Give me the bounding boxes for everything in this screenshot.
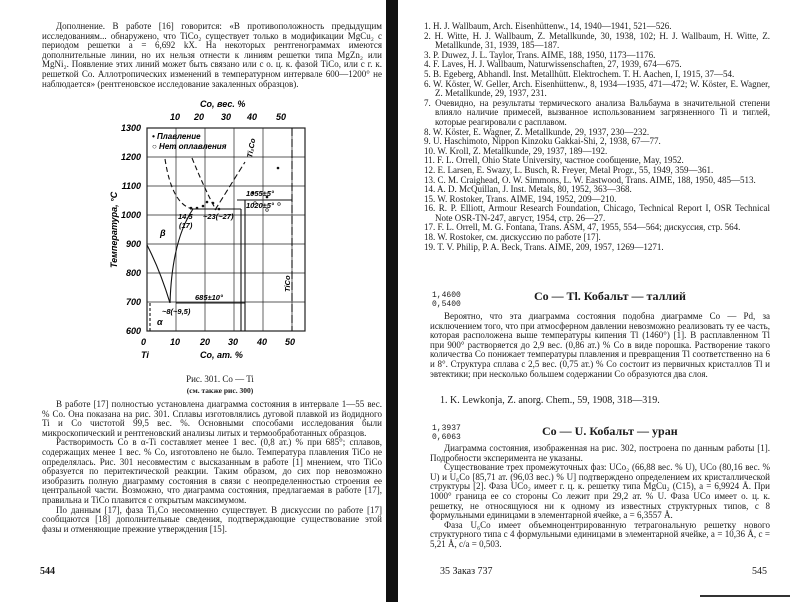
reference-item: 10. W. Kroll, Z. Metallkunde, 29, 1937, 189—192. xyxy=(424,145,608,156)
bottom-ticks xyxy=(141,337,295,347)
top-tick: 40 xyxy=(247,112,258,122)
reference-item: 15. W. Rostoker, Trans. AIME, 194, 1952, 209—210. xyxy=(424,193,617,204)
code-line: 1,4600 xyxy=(432,291,461,300)
reference-item: 16. R. P. Elliott, Armour Research Foundation, Chicago, Technical Report I, OSR Technical Note OSR-TN-247, август, 1954, стр. 26—27. xyxy=(424,203,770,223)
reference-item: 3. P. Duwez, J. L. Taylor, Trans. AIME, 188, 1950, 1173—1176. xyxy=(424,49,656,60)
co-u-text xyxy=(430,444,770,550)
y-tick: 900 xyxy=(125,239,141,249)
legend xyxy=(152,132,227,151)
code-line: 0,6063 xyxy=(432,433,461,442)
bottom-axis-label: Co, ат. % xyxy=(200,350,243,360)
reference-item: 2. H. Witte, H. J. Wallbaum, Z. Metallkunde, 30, 1938, 102; H. J. Wallbaum, H. Witte, Z. Metallkunde, 31, 1939, 185—187. xyxy=(424,30,770,51)
grid xyxy=(147,128,305,331)
reference-item: 7. Очевидно, на результаты термического анализа Вальбаума в значительной степени влияло наличие примесей, вызванное использованием загрязненного Ti и тиглей, которые реагировали с расплавом. xyxy=(424,97,770,127)
bottom-tick: 50 xyxy=(285,337,296,347)
reference-item: 12. E. Larsen, E. Swazy, L. Busch, R. Freyer, Metal Progr., 55, 1949, 359—361. xyxy=(424,164,714,175)
body-paragraph: В работе [17] полностью установлена диаграмма состояния в интервале 1—55 вес. % Co. Она показана на рис. 301. Сплавы изготовлялись дуговой плавкой из йодидного Ti и Co чистотой 99,5 вес. %. Основными способами исследования были микроскопический и рентгеновский анализы литых и термообработанных образцов. xyxy=(42,399,382,438)
y-tick: 700 xyxy=(125,297,141,307)
co-u-paragraph: Существование трех промежуточных фаз: UCo₂ (66,88 вес. % U), UCo (80,16 вес. % U) и U₆Co [85,71 ат. (96,03 вес.) % U] подтверждено определением их кристаллической структуры [2]. Фаза UCo₂ имеет г. ц. к. решетку типа MgCu₂ (C15), a = 6,9924 Å. При 1000° граница ее со стороны Co лежит при 29,2 ат. % U. Фаза UCo имеет о. ц. к. решетку, не относящуюся ни к одному из известных структурных типов, с 8 формульными единицами в элементарной ячейке, a = 6,3557 Å. xyxy=(430,462,770,521)
y-axis-label: Температура, °C xyxy=(109,191,119,268)
legend-melting: • Плавление xyxy=(152,132,201,141)
label-8: ~8(~9,5) xyxy=(162,307,191,316)
bottom-tick: 40 xyxy=(257,337,268,347)
page-number-left: 544 xyxy=(40,566,55,577)
y-tick: 800 xyxy=(125,268,141,278)
bottom-tick: 30 xyxy=(228,337,239,347)
figure-caption: Рис. 301. Co — Ti xyxy=(186,374,254,384)
y-tick: 1200 xyxy=(120,152,141,162)
legend-no-melting: ○ Нет оплавления xyxy=(152,142,227,151)
label-17: (17) xyxy=(179,221,193,230)
co-u-title: Co — U. Кобальт — уран xyxy=(542,424,678,438)
y-tick: 1000 xyxy=(120,210,141,220)
bottom-tick: 20 xyxy=(200,337,211,347)
intro-text: Дополнение. В работе [16] говорится: «В противоположность предыдущим исследованиям... обнаружено, что TiCo₂ существует только в модификации MgCu₂ с периодом решетки a = 6,692 kX. На некоторых рентгенограммах имеются дополнительные линии, но их нельзя отнести к линиям решетки типа MgZn₂ или MgNi₂. Появление этих линий может быть связано или с о. ц. к. фазой TiCo, или с г. к. решеткой Co. Аллотропических изменений в температурном интервале 600—1200° не наблюдается» (рентгеновское исследование закаленных образцов). xyxy=(42,21,382,89)
co-u-paragraph: Диаграмма состояния, изображенная на рис. 302, построена по данным работы [1]. Подробности эксперимента не указаны. xyxy=(430,443,770,463)
label-ti2co: Ti₂Co xyxy=(245,137,258,159)
label-1020: 1020±5° xyxy=(246,201,274,210)
bottom-tick: 0 xyxy=(141,337,147,347)
label-1055: 1055±5° xyxy=(246,189,274,198)
references-list xyxy=(424,22,770,252)
reference-item: 14. A. D. McQuillan, J. Inst. Metals, 80, 1952, 363—368. xyxy=(424,184,632,195)
reference-item: 1. H. J. Wallbaum, Arch. Eisenhüttenw., 14, 1940—1941, 521—526. xyxy=(424,21,672,31)
reference-item: 19. T. V. Philip, P. A. Beck, Trans. AIME, 209, 1957, 1269—1271. xyxy=(424,241,664,252)
y-tick: 600 xyxy=(125,326,141,336)
top-axis-label: Co, вес. % xyxy=(200,99,246,109)
co-tl-paragraph: Вероятно, что эта диаграмма состояния подобна диаграмме Co — Pd, за исключением того, что при атмосферном давлении невозможно реализовать ту ее часть, которая расположена выше температуры кипения Tl (1460°) [1]. В расплавленном Tl при 900° растворяется до 2,9 вес. (0,86 ат.) % Co в виде порошка. Растворение такого количества Co понижает температуры плавления и превращения Tl соответственно на 6 и 8°. Структура сплава с 2,5 вес. (0,75 ат.) % Co состоит из первичных кристаллов Tl и эвтектики; при несколько большем содержании Co образуются два слоя. xyxy=(430,311,770,379)
page-number-right: 545 xyxy=(752,566,767,577)
top-tick: 20 xyxy=(194,112,205,122)
y-tick: 1100 xyxy=(121,181,141,191)
co-tl-code xyxy=(432,291,461,309)
label-14-5: 14,5 xyxy=(178,212,193,221)
top-tick: 50 xyxy=(276,112,287,122)
reference-item: 9. U. Haschimoto, Nippon Kinzoku Gakkai-Shi, 2, 1938, 67—77. xyxy=(424,136,661,147)
body-paragraph: Растворимость Co в α-Ti составляет менее 1 вес. (0,8 ат.) % при 685°; сплавов, содержащих менее 1 вес. % Co, изготовлено не было. Температура плавления TiCo не определялась. Рис. 301 несовместим с высказанным в работе [1] мнением, что TiCo образуется по перитектической реакции. Таким образом, до сих пор невозможно изобразить полную диаграмму состояния в связи с неопределенностью строения ее центральной части. Возможно, что диаграмма состояния, предлагаемая в работе [17], правильна и TiCo плавится с открытым максимумом. xyxy=(42,437,382,505)
co-tl-title: Co — Tl. Кобальт — таллий xyxy=(534,289,686,303)
reference-item: 4. F. Laves, H. J. Wallbaum, Naturwissenschaften, 27, 1939, 674—675. xyxy=(424,59,682,70)
label-685: 685±10° xyxy=(195,293,223,302)
left-body xyxy=(42,400,382,534)
code-line: 1,3937 xyxy=(432,424,461,433)
label-23: ~23(~27) xyxy=(203,212,234,221)
label-tico: TiCo xyxy=(283,275,292,292)
label-beta: β xyxy=(160,228,166,238)
annotations xyxy=(157,137,292,327)
top-tick: 10 xyxy=(170,112,181,122)
code-line: 0,5400 xyxy=(432,300,461,309)
figure-caption-sub: (см. также рис. 300) xyxy=(186,386,254,395)
y-ticks xyxy=(121,123,141,336)
reference-item: 11. F. L. Orrell, Ohio State University, частное сообщение, May, 1952. xyxy=(424,155,684,166)
co-tl-text xyxy=(430,312,770,379)
co-u-code xyxy=(432,424,461,442)
page-edge-line xyxy=(700,595,790,597)
label-alpha: α xyxy=(157,317,163,327)
printing-signature: 35 Заказ 737 xyxy=(440,566,493,577)
intro-paragraph xyxy=(42,22,382,89)
phase-diagram-figure xyxy=(60,97,330,375)
reference-item: 5. B. Egeberg, Abhandl. Inst. Metallhütt. Elektrochem. T. H. Aachen, I, 1915, 37—54. xyxy=(424,68,735,79)
top-tick: 30 xyxy=(221,112,232,122)
co-tl-reference: 1. K. Lewkonja, Z. anorg. Chem., 59, 1908, 318—319. xyxy=(440,395,660,406)
co-u-paragraph: Фаза U₆Co имеет объемноцентрированную тетрагональную решетку нового структурного типа с 4 формульными единицами в элементарной ячейке, a = 10,36 Å, c = 5,21 Å, c/a = 0,503. xyxy=(430,519,770,549)
reference-item: 13. C. M. Craighead, O. W. Simmons, L. W. Eastwood, Trans. AIME, 188, 1950, 485—513. xyxy=(424,174,756,185)
bottom-tick: 10 xyxy=(170,337,181,347)
reference-item: 8. W. Köster, E. Wagner, Z. Metallkunde, 29, 1937, 230—232. xyxy=(424,126,650,137)
y-tick: 1300 xyxy=(120,123,141,133)
bottom-left-label: Ti xyxy=(141,350,149,360)
reference-item: 18. W. Rostoker, см. дискуссию по работе [17]. xyxy=(424,232,601,243)
book-gutter xyxy=(386,0,398,602)
reference-item: 6. W. Köster, W. Geller, Arch. Eisenhüttenw., 8, 1934—1935, 471—472; W. Köster, E. Wagner, Z. Metallkunde, 29, 1937, 231. xyxy=(424,78,770,99)
body-paragraph: По данным [17], фаза Ti₂Co несомненно существует. В дискуссии по работе [17] сообщаются [18] дополнительные сведения, подтверждающие существование этой фазы и отменяющие прежние утверждения [15]. xyxy=(42,504,382,534)
reference-item: 17. F. L. Orrell, M. G. Fontana, Trans. ASM, 47, 1955, 554—564; дискуссия, стр. 564. xyxy=(424,222,741,233)
top-ticks xyxy=(170,112,286,122)
